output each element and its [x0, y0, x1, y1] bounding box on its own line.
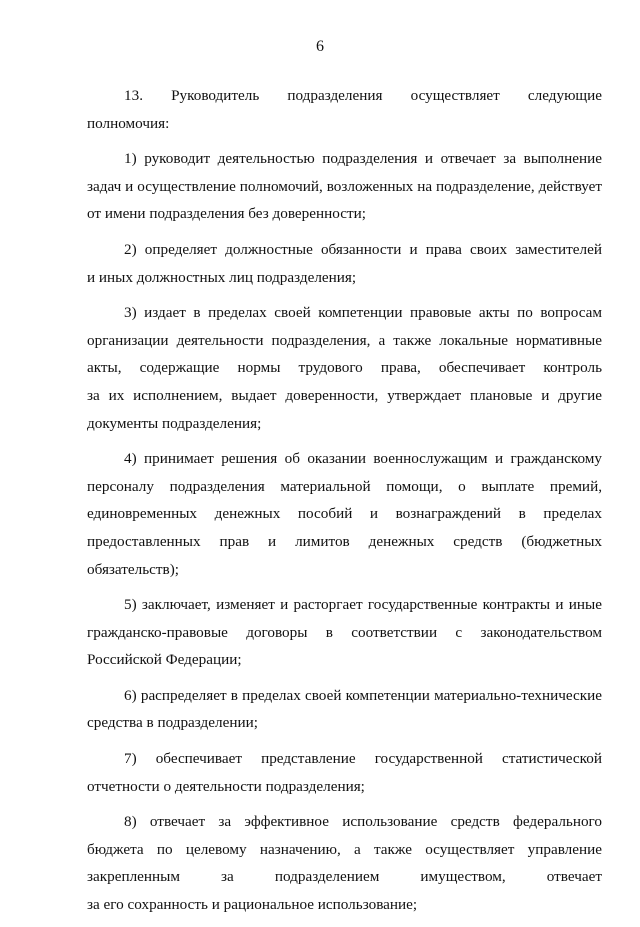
text-line: 1) руководит деятельностью подразделения и отвечает за выполнение	[124, 150, 602, 168]
paragraph-item-6	[87, 682, 602, 737]
text-line: документы подразделения;	[87, 414, 262, 432]
text-line: гражданско-правовые договоры в соответствии с законодательством	[87, 623, 602, 641]
text-line: средства в подразделении;	[87, 714, 258, 732]
text-line: 6) распределяет в пределах своей компетенции материально-технические	[124, 686, 602, 704]
text-line: предоставленных прав и лимитов денежных средств (бюджетных	[87, 532, 602, 550]
text-line: отчетности о деятельности подразделения;	[87, 777, 365, 795]
paragraph-item-3	[87, 299, 602, 437]
paragraph-item-1	[87, 145, 602, 228]
page-content	[87, 82, 602, 927]
text-line: персоналу подразделения материальной помощи, о выплате премий,	[87, 477, 602, 495]
text-line: полномочия:	[87, 114, 170, 132]
paragraph-item-2	[87, 236, 602, 291]
paragraph-13	[87, 82, 602, 137]
text-line: от имени подразделения без доверенности;	[87, 205, 366, 223]
text-line: 5) заключает, изменяет и расторгает государственные контракты и иные	[124, 596, 602, 614]
text-line: за их исполнением, выдает доверенности, утверждает плановые и другие	[87, 386, 602, 404]
text-line: закрепленным за подразделением имуществом, отвечает	[87, 868, 602, 886]
text-line: за его сохранность и рациональное использование;	[87, 896, 418, 914]
paragraph-item-8	[87, 808, 602, 918]
text-line: обязательств);	[87, 560, 179, 578]
text-line: 13. Руководитель подразделения осуществляет следующие	[124, 87, 602, 104]
text-line: 2) определяет должностные обязанности и права своих заместителей	[124, 240, 602, 258]
paragraph-item-7	[87, 745, 602, 800]
paragraph-item-5	[87, 591, 602, 674]
text-line: 4) принимает решения об оказании военнослужащим и гражданскому	[124, 450, 602, 468]
text-line: и иных должностных лиц подразделения;	[87, 268, 357, 286]
text-line: задач и осуществление полномочий, возложенных на подразделение, действует	[87, 177, 602, 195]
text-line: бюджета по целевому назначению, а также осуществляет управление	[87, 840, 602, 858]
text-line: организации деятельности подразделения, а также локальные нормативные	[87, 331, 602, 349]
text-line: 8) отвечает за эффективное использование средств федерального	[124, 813, 602, 831]
text-line: единовременных денежных пособий и вознаграждений в пределах	[87, 505, 602, 523]
text-line: 3) издает в пределах своей компетенции правовые акты по вопросам	[124, 304, 602, 322]
paragraph-item-4	[87, 445, 602, 583]
text-line: 7) обеспечивает представление государственной статистической	[124, 750, 602, 768]
text-line: акты, содержащие нормы трудового права, обеспечивает контроль	[87, 359, 602, 377]
page-number: 6	[316, 38, 324, 55]
text-line: Российской Федерации;	[87, 651, 242, 669]
